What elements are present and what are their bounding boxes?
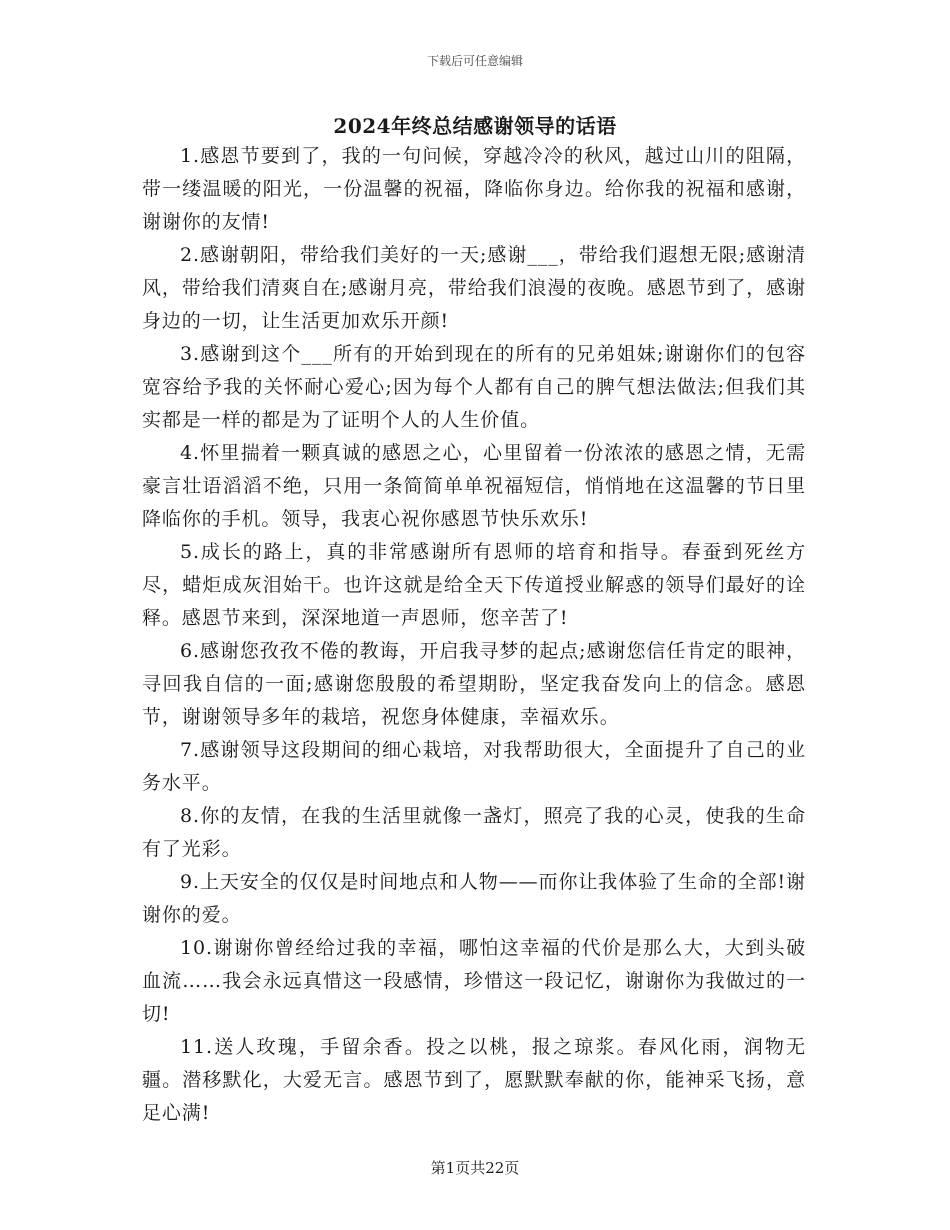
paragraph-11: 11.送人玫瑰，手留余香。投之以桃，报之琼浆。春风化雨，润物无疆。潜移默化，大爱无言。感恩节到了，愿默默奉献的你，能神采飞扬，意足心满! (142, 1036, 806, 1124)
paragraph-4: 4.怀里揣着一颗真诚的感恩之心，心里留着一份浓浓的感恩之情，无需豪言壮语滔滔不绝，只用一条简简单单祝福短信，悄悄地在这温馨的节日里降临你的手机。领导，我衷心祝你感恩节快乐欢乐! (142, 442, 806, 530)
page-number-footer: 第1页共22页 (430, 1159, 520, 1177)
document-body (142, 140, 806, 1130)
paragraph-7: 7.感谢领导这段期间的细心栽培，对我帮助很大，全面提升了自己的业务水平。 (142, 739, 806, 794)
document-title: 2024年终总结感谢领导的话语 (333, 114, 617, 138)
paragraph-1: 1.感恩节要到了，我的一句问候，穿越冷冷的秋风，越过山川的阻隔，带一缕温暖的阳光，一份温馨的祝福，降临你身边。给你我的祝福和感谢，谢谢你的友情! (142, 145, 806, 233)
paragraph-10: 10.谢谢你曾经给过我的幸福，哪怕这幸福的代价是那么大，大到头破血流……我会永远真惜这一段感情，珍惜这一段记忆，谢谢你为我做过的一切! (142, 937, 806, 1025)
paragraph-9: 9.上天安全的仅仅是时间地点和人物——而你让我体验了生命的全部!谢谢你的爱。 (142, 871, 806, 926)
paragraph-3: 3.感谢到这个___所有的开始到现在的所有的兄弟姐妹;谢谢你们的包容宽容给予我的关怀耐心爱心;因为每个人都有自己的脾气想法做法;但我们其实都是一样的都是为了证明个人的人生价值。 (142, 343, 806, 431)
paragraph-2: 2.感谢朝阳，带给我们美好的一天;感谢___，带给我们遐想无限;感谢清风，带给我们清爽自在;感谢月亮，带给我们浪漫的夜晚。感恩节到了，感谢身边的一切，让生活更加欢乐开颜! (142, 244, 807, 332)
header-note: 下载后可任意编辑 (426, 54, 523, 68)
paragraph-8: 8.你的友情，在我的生活里就像一盏灯，照亮了我的心灵，使我的生命有了光彩。 (142, 805, 806, 860)
paragraph-5: 5.成长的路上，真的非常感谢所有恩师的培育和指导。春蚕到死丝方尽，蜡炬成灰泪始干。也许这就是给全天下传道授业解惑的领导们最好的诠释。感恩节来到，深深地道一声恩师，您辛苦了! (142, 541, 806, 629)
paragraph-6: 6.感谢您孜孜不倦的教诲，开启我寻梦的起点;感谢您信任肯定的眼神，寻回我自信的一面;感谢您殷殷的希望期盼，坚定我奋发向上的信念。感恩节，谢谢领导多年的栽培，祝您身体健康，幸福欢乐。 (142, 640, 806, 728)
